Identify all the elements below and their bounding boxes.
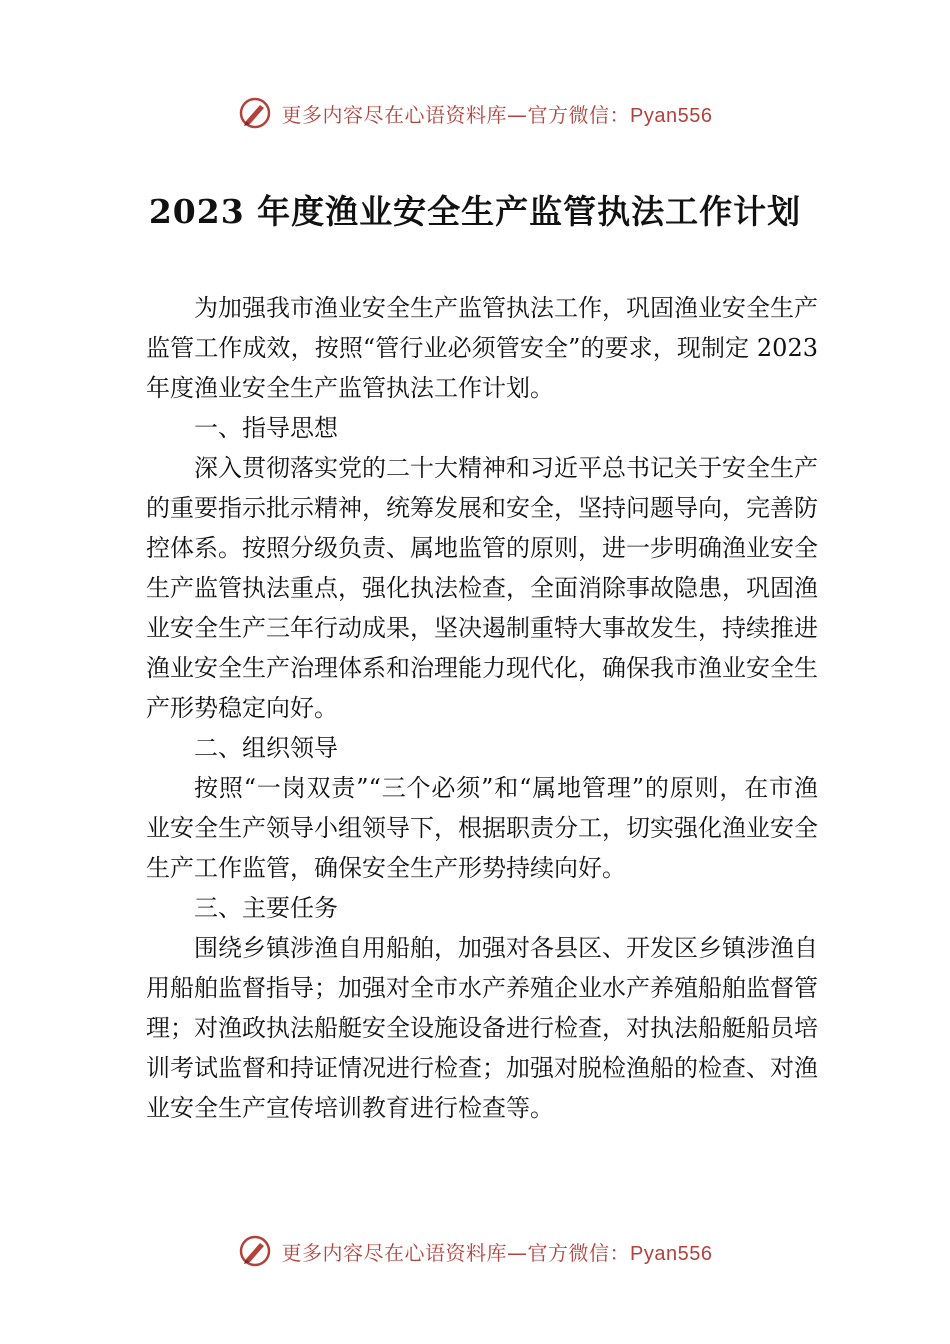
header-watermark	[0, 96, 950, 130]
section-paragraph: 围绕乡镇涉渔自用船舶，加强对各县区、开发区乡镇涉渔自用船舶监督指导；加强对全市水产养殖企业水产养殖船舶监督管理；对渔政执法船艇安全设施设备进行检查，对执法船艇船员培训考试监督和持证情况进行检查；加强对脱检渔船的检查、对渔业安全生产宣传培训教育进行检查等。	[146, 934, 818, 1122]
pen-logo-icon	[238, 1234, 272, 1268]
section-paragraph: 深入贯彻落实党的二十大精神和习近平总书记关于安全生产的重要指示批示精神，统筹发展和安全，坚持问题导向，完善防控体系。按照分级负责、属地监管的原则，进一步明确渔业安全生产监管执法重点，强化执法检查，全面消除事故隐患，巩固渔业安全生产三年行动成果，坚决遏制重特大事故发生，持续推进渔业安全生产治理体系和治理能力现代化，确保我市渔业安全生产形势稳定向好。	[146, 454, 818, 722]
section-heading: 一、指导思想	[194, 414, 338, 442]
section-paragraph: 按照“一岗双责”“三个必须”和“属地管理”的原则，在市渔业安全生产领导小组领导下，根据职责分工，切实强化渔业安全生产工作监管，确保安全生产形势持续向好。	[146, 774, 818, 882]
document-title: 2023 年度渔业安全生产监管执法工作计划	[148, 192, 802, 231]
watermark-text: 更多内容尽在心语资料库—官方微信：Pyan556	[281, 102, 713, 127]
wechat-id: Pyan556	[630, 1242, 713, 1265]
intro-paragraph: 为加强我市渔业安全生产监管执法工作，巩固渔业安全生产监管工作成效，按照“管行业必须管安全”的要求，现制定 2023 年度渔业安全生产监管执法工作计划。	[146, 294, 818, 402]
section-heading: 二、组织领导	[194, 734, 338, 762]
pen-logo-icon	[238, 96, 272, 130]
footer-watermark	[0, 1234, 950, 1268]
section-heading: 三、主要任务	[194, 894, 338, 922]
document-body	[146, 288, 818, 1128]
watermark-text: 更多内容尽在心语资料库—官方微信：Pyan556	[281, 1240, 713, 1265]
wechat-id: Pyan556	[630, 104, 713, 127]
